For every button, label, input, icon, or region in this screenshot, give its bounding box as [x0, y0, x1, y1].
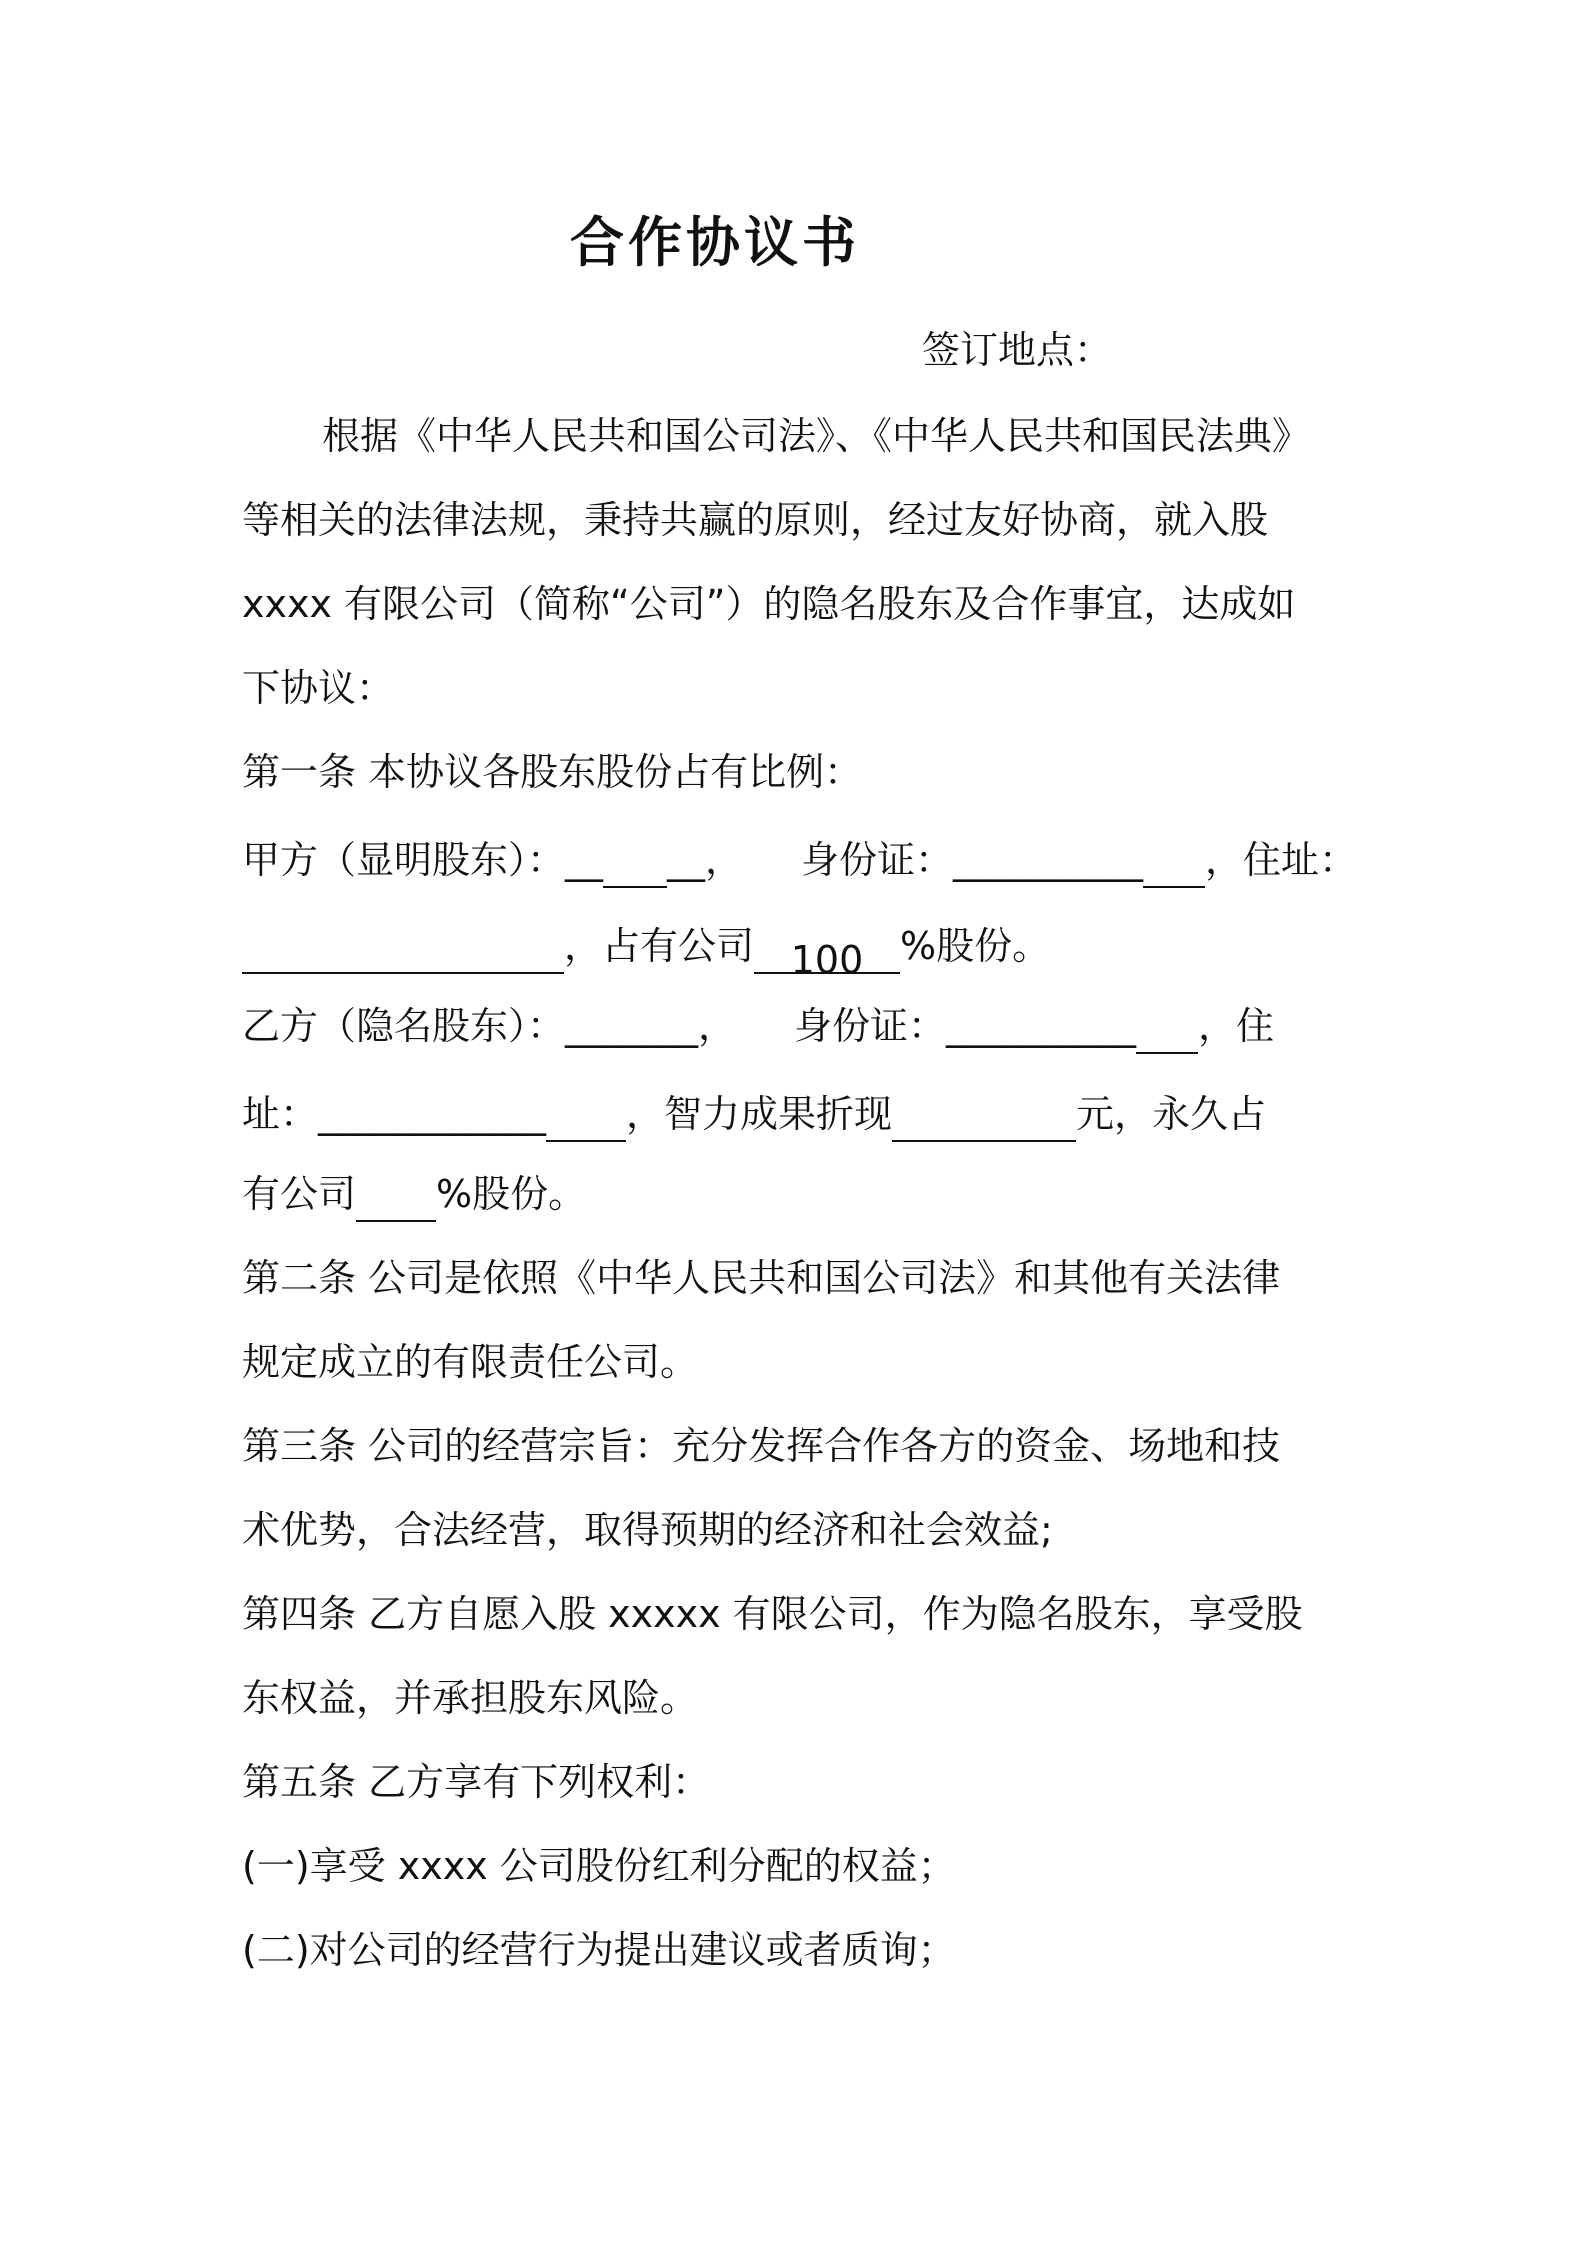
- party-b-share-prefix: 有公司: [242, 1172, 357, 1216]
- party-a-id-blank: __________: [953, 838, 1144, 882]
- party-a-share-text: ，占有公司: [564, 924, 755, 968]
- article-5-item-1: (一)享受 xxxx 公司股份红利分配的权益；: [242, 1844, 956, 1888]
- party-b-share-field[interactable]: [356, 1180, 436, 1222]
- party-a-id-label: 身份证：: [801, 838, 954, 882]
- party-b-id-field[interactable]: [1136, 1012, 1198, 1054]
- party-a-name-field[interactable]: [603, 846, 667, 888]
- party-b-addr-prefix: ，住: [1198, 1004, 1275, 1048]
- party-b-name-blank-end: _，: [679, 1004, 737, 1048]
- article-5-heading: 第五条 乙方享有下列权利：: [242, 1760, 711, 1804]
- party-a-share-field[interactable]: [754, 932, 900, 982]
- party-b-addr-blank: ____________: [318, 1092, 547, 1136]
- article-4-line-2: 东权益，并承担股东风险。: [242, 1676, 699, 1720]
- document-title: 合作协议书: [570, 211, 860, 274]
- party-a-share-value: 100: [790, 938, 864, 982]
- party-a-address-field[interactable]: [242, 932, 564, 974]
- party-a-line-2: [242, 918, 1051, 982]
- intro-line-4: 下协议：: [242, 666, 395, 710]
- party-a-id-field[interactable]: [1143, 846, 1205, 888]
- article-5-item-2: (二)对公司的经营行为提出建议或者质询；: [242, 1928, 956, 1972]
- party-b-line-3: [242, 1166, 586, 1222]
- party-a-share-suffix: %股份。: [900, 924, 1051, 968]
- party-a-name-blank-end: __，: [667, 838, 744, 882]
- article-1-heading: 第一条 本协议各股东股份占有比例：: [242, 750, 863, 794]
- party-a-line-1: [242, 832, 1357, 888]
- party-b-share-suffix: %股份。: [436, 1172, 587, 1216]
- party-b-ip-value-field[interactable]: [892, 1100, 1076, 1142]
- article-3-line-2: 术优势，合法经营，取得预期的经济和社会效益;: [242, 1508, 1053, 1552]
- party-b-label: 乙方（隐名股东）：: [242, 1004, 566, 1048]
- intro-line-2: 等相关的法律法规，秉持共赢的原则，经过友好协商，就入股: [242, 498, 1269, 542]
- party-b-line-1: [242, 998, 1274, 1054]
- party-b-address-field[interactable]: [546, 1100, 626, 1142]
- party-b-addr-label: 址：: [242, 1092, 319, 1136]
- article-4-line-1: 第四条 乙方自愿入股 xxxxx 有限公司，作为隐名股东，享受股: [242, 1592, 1303, 1636]
- party-b-ip-text: ，智力成果折现: [626, 1092, 893, 1136]
- party-b-line-2: [242, 1086, 1266, 1142]
- party-b-name-blank: ______: [565, 1004, 680, 1048]
- intro-line-1: 根据《中华人民共和国公司法》、《中华人民共和国民法典》: [322, 414, 1311, 458]
- article-2-line-1: 第二条 公司是依照《中华人民共和国公司法》和其他有关法律: [242, 1256, 1281, 1300]
- party-b-id-label: 身份证：: [794, 1004, 947, 1048]
- party-a-label: 甲方（显明股东）：: [242, 838, 566, 882]
- signing-place-label: 签订地点：: [922, 328, 1113, 372]
- party-a-addr-label: ，住址：: [1205, 838, 1358, 882]
- party-b-ip-suffix: 元，永久占: [1076, 1092, 1267, 1136]
- article-3-line-1: 第三条 公司的经营宗旨：充分发挥合作各方的资金、场地和技: [242, 1424, 1281, 1468]
- party-a-name-blank-start: __: [565, 838, 604, 882]
- intro-line-3: xxxx 有限公司（简称“公司”）的隐名股东及合作事宜，达成如: [242, 582, 1296, 626]
- article-2-line-2: 规定成立的有限责任公司。: [242, 1340, 699, 1384]
- party-b-id-blank: __________: [946, 1004, 1137, 1048]
